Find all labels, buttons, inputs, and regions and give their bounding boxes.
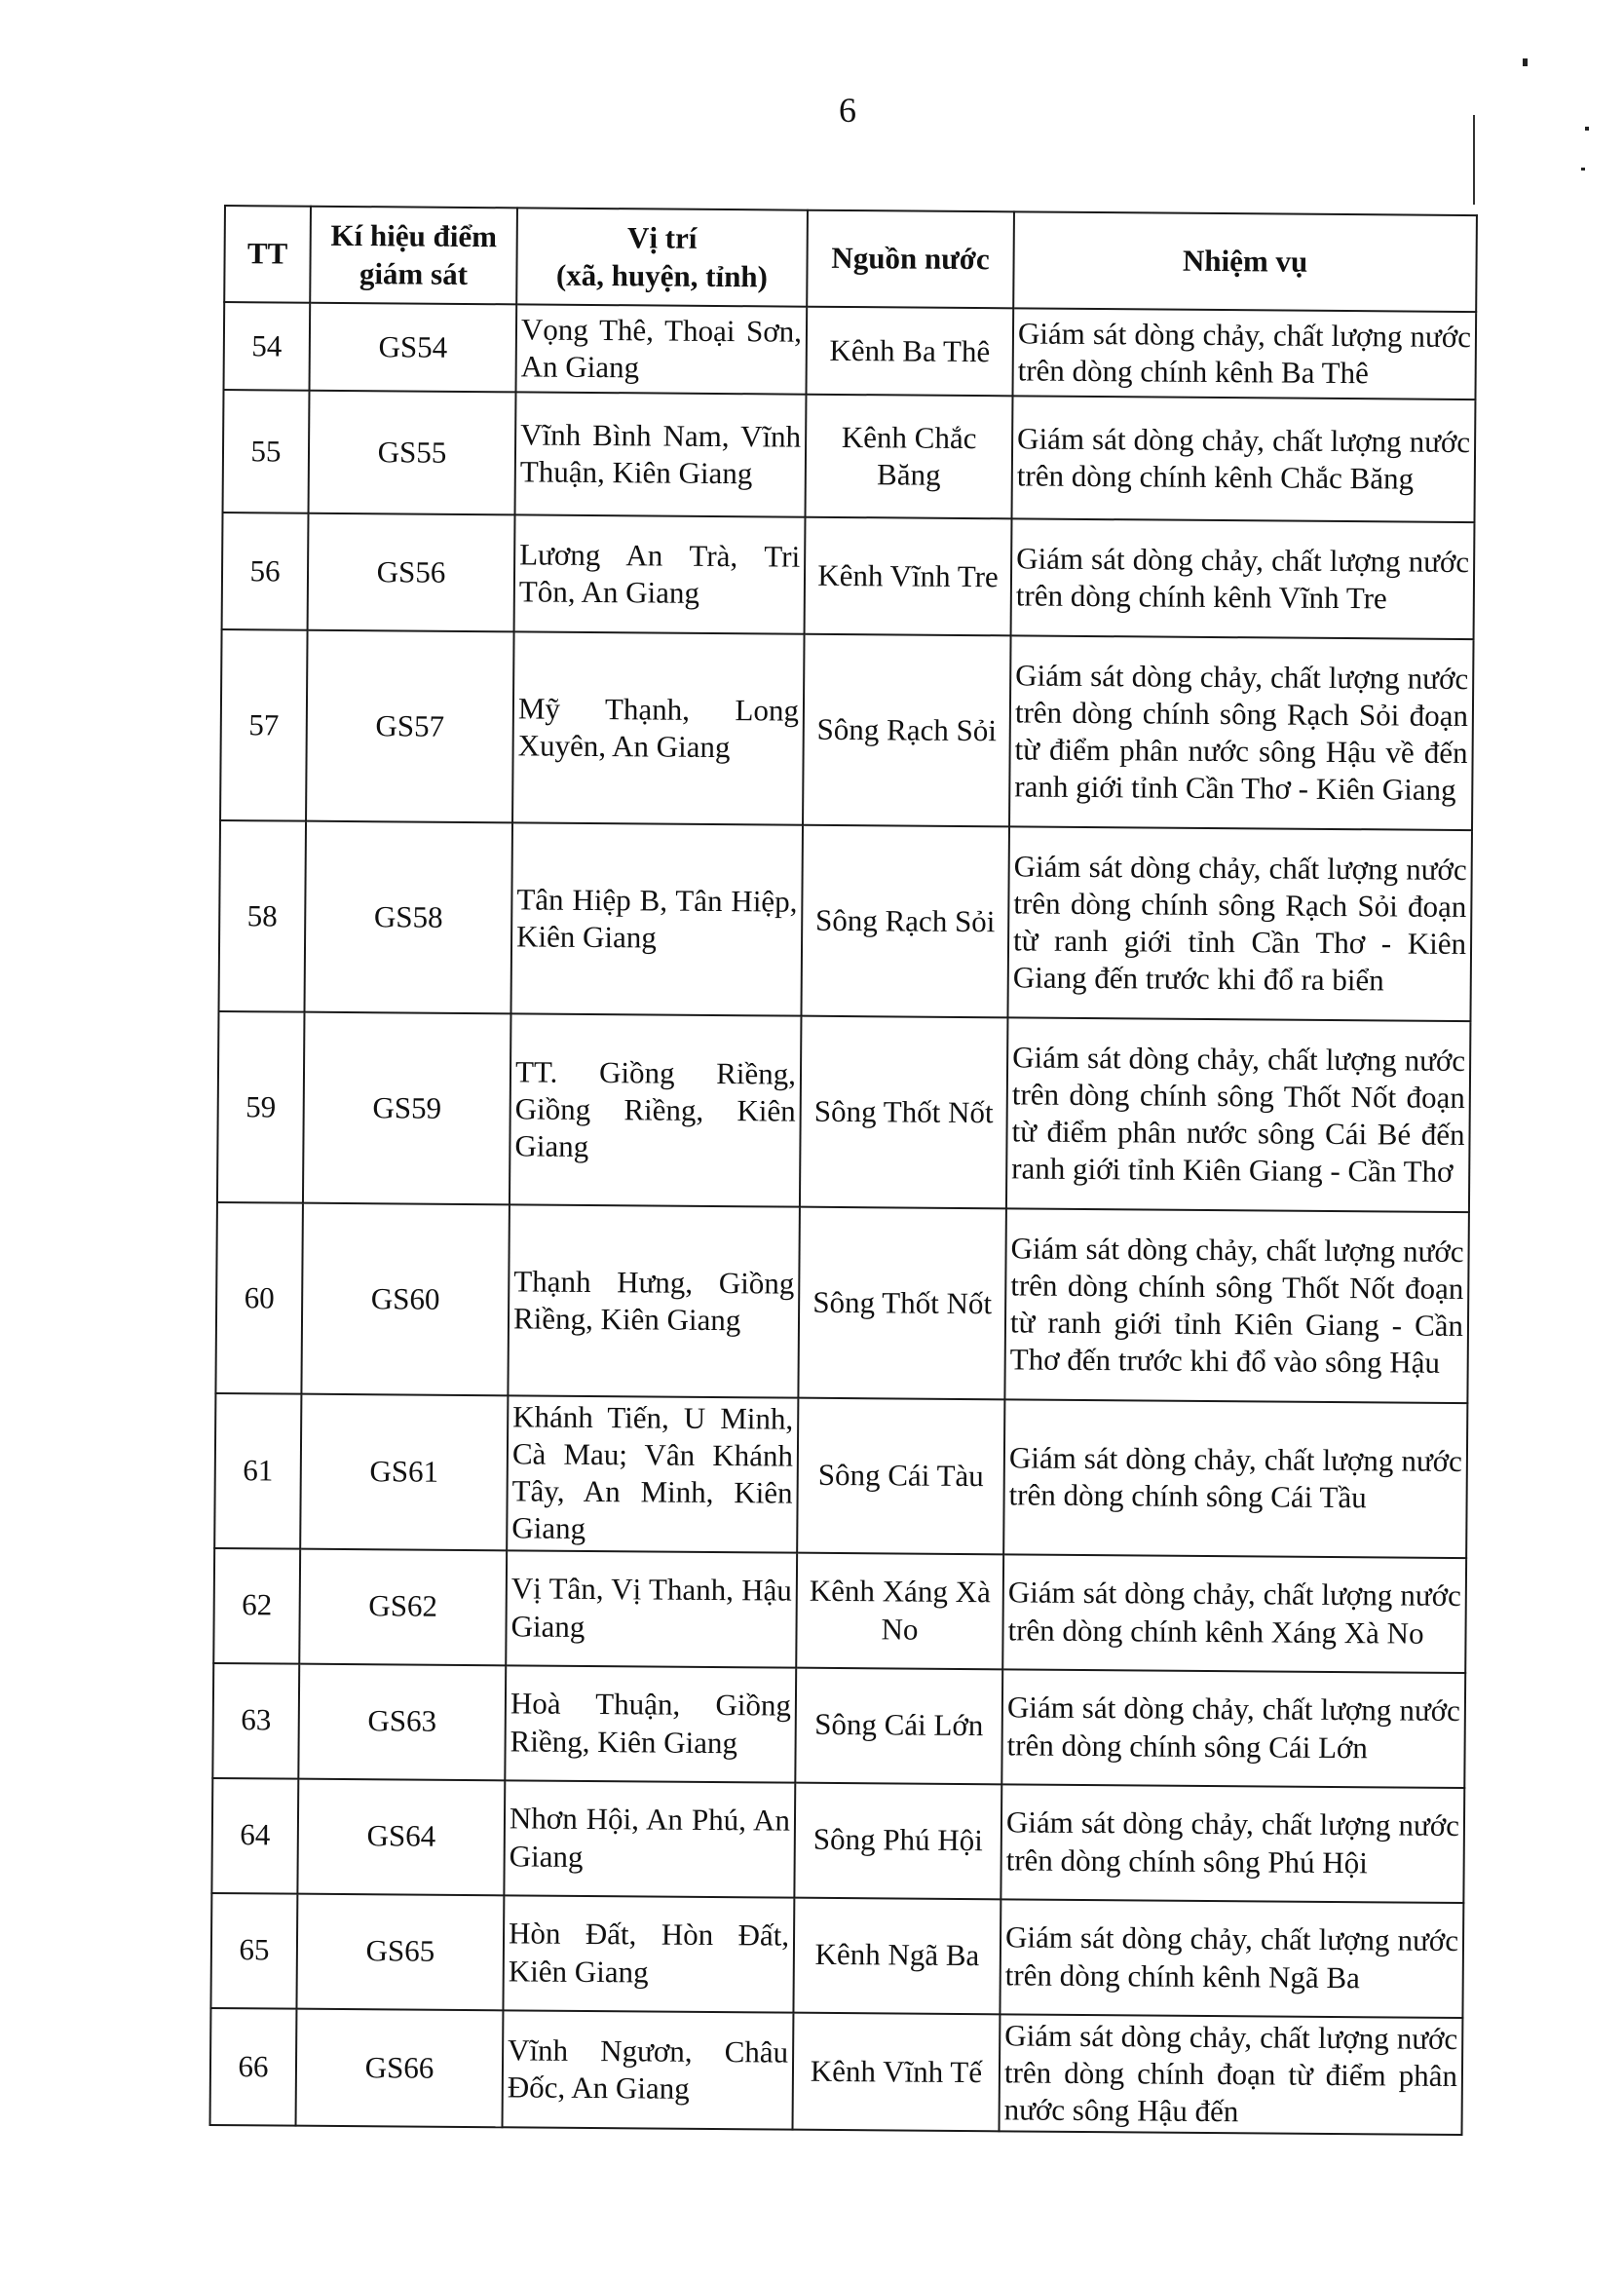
row-water-source: Sông Phú Hội xyxy=(794,1782,1001,1899)
row-task: Giám sát dòng chảy, chất lượng nước trên dòng chính đoạn từ điểm phân nước sông Hậu đến xyxy=(999,2014,1462,2135)
table-row xyxy=(222,513,1475,639)
row-water-source: Sông Rạch Sỏi xyxy=(801,825,1009,1018)
row-location: Vĩnh Bình Nam, Vĩnh Thuận, Kiên Giang xyxy=(515,392,807,516)
row-code: GS64 xyxy=(297,1778,505,1895)
table-row xyxy=(220,629,1473,830)
header-location-sublabel: (xã, huyện, tỉnh) xyxy=(555,257,769,293)
scan-speck xyxy=(1523,58,1528,66)
row-code: GS62 xyxy=(299,1548,507,1665)
row-location: Mỹ Thạnh, Long Xuyên, An Giang xyxy=(512,631,805,824)
header-location xyxy=(516,208,808,306)
row-code: GS66 xyxy=(296,2008,504,2127)
row-task: Giám sát dòng chảy, chất lượng nước trên dòng chính kênh Ba Thê xyxy=(1012,308,1476,399)
table-header-row xyxy=(224,206,1477,312)
row-task: Giám sát dòng chảy, chất lượng nước trên dòng chính kênh Ngã Ba xyxy=(1000,1899,1463,2018)
table-row xyxy=(211,1777,1464,1902)
row-water-source: Sông Cái Tàu xyxy=(797,1398,1004,1554)
row-location: Nhơn Hội, An Phú, An Giang xyxy=(504,1780,795,1897)
row-water-source: Sông Rạch Sỏi xyxy=(803,634,1011,827)
row-location: Tân Hiệp B, Tân Hiệp, Kiên Giang xyxy=(510,822,803,1015)
table-row xyxy=(218,820,1471,1021)
row-task: Giám sát dòng chảy, chất lượng nước trên dòng chính kênh Xáng Xà No xyxy=(1002,1554,1466,1673)
row-tt: 63 xyxy=(212,1662,299,1778)
row-code: GS57 xyxy=(306,630,514,823)
header-water-source: Nguồn nước xyxy=(807,210,1014,309)
row-task: Giám sát dòng chảy, chất lượng nước trên dòng chính kênh Vĩnh Tre xyxy=(1011,518,1475,639)
row-water-source: Kênh Vĩnh Tre xyxy=(805,517,1012,636)
header-task: Nhiệm vụ xyxy=(1013,211,1477,312)
row-code: GS59 xyxy=(303,1012,511,1205)
row-location: Hòn Đất, Hòn Đất, Kiên Giang xyxy=(503,1895,794,2012)
row-tt: 55 xyxy=(223,390,310,513)
monitoring-points-table xyxy=(209,205,1478,2136)
row-task: Giám sát dòng chảy, chất lượng nước trên dòng chính kênh Chắc Băng xyxy=(1011,396,1475,522)
row-code: GS60 xyxy=(301,1203,510,1396)
scan-margin-line xyxy=(1473,115,1475,205)
table-row xyxy=(212,1662,1465,1787)
row-code: GS61 xyxy=(300,1394,508,1550)
row-tt: 59 xyxy=(217,1011,305,1203)
row-code: GS65 xyxy=(296,1893,504,2010)
row-location: Vị Tân, Vị Thanh, Hậu Giang xyxy=(506,1550,797,1667)
scan-speck xyxy=(1585,127,1589,131)
row-task: Giám sát dòng chảy, chất lượng nước trên dòng chính sông Cái Tầu xyxy=(1003,1399,1467,1557)
row-water-source: Sông Cái Lớn xyxy=(795,1667,1002,1784)
table-row xyxy=(210,2007,1463,2134)
scan-speck xyxy=(1581,168,1585,171)
row-task: Giám sát dòng chảy, chất lượng nước trên dòng chính sông Rạch Sỏi đoạn từ điểm phân nước sông Hậu về đến ranh giới tỉnh Cần Thơ - Kiên Giang xyxy=(1009,635,1474,830)
row-tt: 58 xyxy=(218,820,306,1012)
row-location: Thạnh Hưng, Giồng Riềng, Kiên Giang xyxy=(508,1204,800,1397)
row-location: Lương An Trà, Tri Tôn, An Giang xyxy=(514,514,806,633)
row-code: GS55 xyxy=(309,391,516,515)
row-tt: 60 xyxy=(215,1202,303,1394)
row-water-source: Kênh Vĩnh Tế xyxy=(793,2012,1001,2131)
row-water-source: Kênh Ngã Ba xyxy=(793,1897,1001,2014)
row-water-source: Kênh Ba Thê xyxy=(806,307,1013,397)
table-row xyxy=(224,302,1477,399)
row-task: Giám sát dòng chảy, chất lượng nước trên dòng chính sông Rạch Sỏi đoạn từ ranh giới tỉnh Cần Thơ - Kiên Giang đến trước khi đổ ra biển xyxy=(1007,826,1472,1021)
row-water-source: Sông Thốt Nốt xyxy=(798,1207,1006,1400)
row-code: GS58 xyxy=(304,821,512,1014)
row-tt: 57 xyxy=(220,629,308,821)
row-location: Vĩnh Ngươn, Châu Đốc, An Giang xyxy=(503,2010,794,2130)
table-row xyxy=(217,1011,1470,1212)
table-row xyxy=(214,1393,1467,1558)
table-row xyxy=(223,390,1476,522)
header-tt: TT xyxy=(224,206,311,303)
row-task: Giám sát dòng chảy, chất lượng nước trên dòng chính sông Phú Hội xyxy=(1001,1784,1464,1903)
row-task: Giám sát dòng chảy, chất lượng nước trên dòng chính sông Thốt Nốt đoạn từ ranh giới tỉnh Kiên Giang - Cần Thơ đến trước khi đổ vào sông Hậu xyxy=(1004,1208,1469,1403)
row-code: GS63 xyxy=(298,1663,506,1780)
header-location-label: Vị trí xyxy=(626,220,698,256)
row-location: Khánh Tiến, U Minh, Cà Mau; Vân Khánh Tây, An Minh, Kiên Giang xyxy=(507,1395,798,1552)
row-location: TT. Giồng Riềng, Giồng Riềng, Kiên Giang xyxy=(510,1013,802,1206)
row-location: Vọng Thê, Thoại Sơn, An Giang xyxy=(515,304,807,394)
row-water-source: Kênh Xáng Xà No xyxy=(796,1552,1003,1669)
table-row xyxy=(210,1892,1463,2017)
row-task: Giám sát dòng chảy, chất lượng nước trên dòng chính sông Thốt Nốt đoạn từ điểm phân nước sông Cái Bé đến ranh giới tỉnh Kiên Giang - Cần Thơ xyxy=(1006,1017,1471,1212)
row-tt: 54 xyxy=(224,302,311,391)
table-row xyxy=(213,1547,1466,1672)
row-tt: 65 xyxy=(210,1892,297,2008)
row-water-source: Kênh Chắc Băng xyxy=(805,395,1012,519)
row-tt: 64 xyxy=(211,1777,298,1893)
row-location: Hoà Thuận, Giồng Riềng, Kiên Giang xyxy=(505,1665,796,1782)
row-task: Giám sát dòng chảy, chất lượng nước trên dòng chính sông Cái Lớn xyxy=(1001,1669,1465,1788)
header-monitoring-code: Kí hiệu điểm giám sát xyxy=(310,207,517,305)
row-code: GS56 xyxy=(308,513,515,632)
page-number: 6 xyxy=(839,91,856,130)
row-water-source: Sông Thốt Nốt xyxy=(800,1016,1008,1209)
row-tt: 66 xyxy=(210,2007,297,2125)
table-row xyxy=(215,1202,1468,1403)
row-tt: 61 xyxy=(214,1393,301,1548)
row-tt: 56 xyxy=(222,513,309,630)
row-tt: 62 xyxy=(213,1547,300,1663)
row-code: GS54 xyxy=(310,303,517,393)
